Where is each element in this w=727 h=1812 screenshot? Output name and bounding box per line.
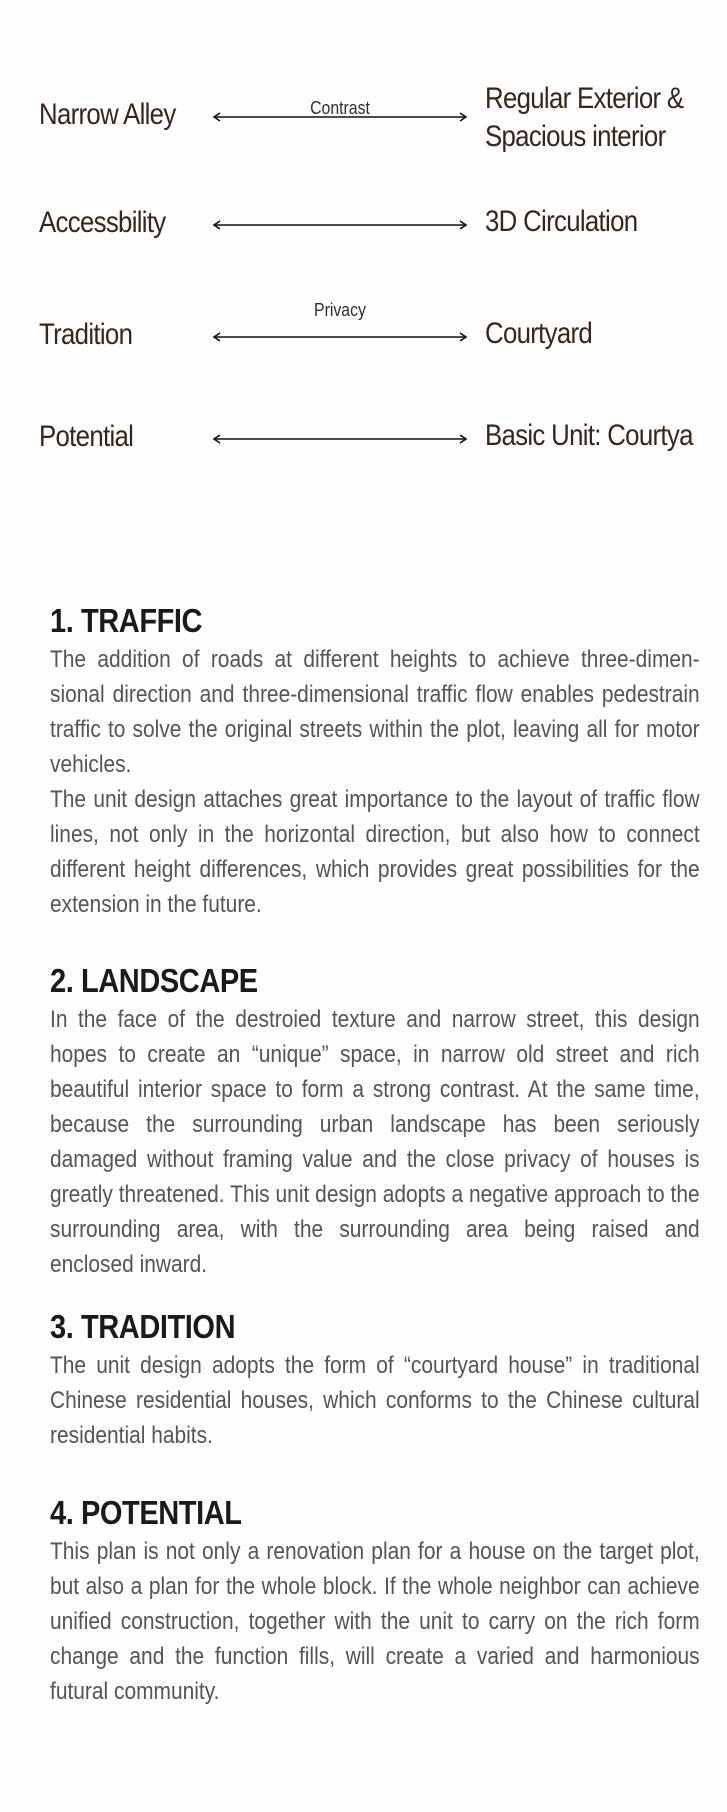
section-traffic	[50, 602, 700, 922]
mapping-right-line-1: 3D Circulation	[485, 205, 638, 238]
mapping-left-accessibility: Accessbility	[39, 206, 166, 239]
section-landscape	[50, 962, 700, 1282]
mapping-right-courtyard	[485, 315, 592, 353]
mapping-right-line-1: Basic Unit: Courtya	[485, 419, 693, 452]
mapping-row-privacy	[0, 300, 727, 378]
mapping-right-basic-unit	[485, 417, 693, 455]
section-paragraph: The addition of roads at different heights to achieve three-dimen-sional direction and three-dimensional traffic flow enables pedestrain traffic to solve the original streets within the plot, leaving all for motor vehicles.	[50, 646, 700, 778]
section-paragraph: The unit design attaches great importance to the layout of traffic flow lines, not only in the horizontal direction, but also how to connect different height differences, which provides great possibilities for the extension in the future.	[50, 786, 700, 918]
section-tradition	[50, 1308, 700, 1453]
section-potential	[50, 1494, 700, 1709]
mapping-left-tradition: Tradition	[39, 318, 133, 351]
section-paragraph: This plan is not only a renovation plan for a house on the target plot, but also a plan for the whole block. If the whole neighbor can achieve unified construction, together with the unit to carry on the rich form change and the function fills, will create a varied and harmonious futural community.	[50, 1538, 700, 1705]
mapping-left-potential: Potential	[39, 420, 134, 453]
double-arrow-icon	[211, 218, 469, 232]
section-paragraph: The unit design adopts the form of “courtyard house” in traditional Chinese residential houses, which conforms to the Chinese cultural residential habits.	[50, 1352, 700, 1449]
mapping-right-3d-circulation	[485, 203, 637, 241]
mapping-right-line-1: Regular Exterior &	[485, 82, 684, 115]
mapping-row-contrast	[0, 82, 727, 158]
double-arrow-icon	[211, 110, 469, 124]
mapping-right-line-1: Courtyard	[485, 317, 593, 350]
section-title: 4. POTENTIAL	[50, 1494, 242, 1531]
mapping-right-line-2: Spacious interior	[485, 120, 666, 153]
double-arrow-icon	[211, 330, 469, 344]
section-paragraph: In the face of the destroied texture and narrow street, this design hopes to create an “unique” space, in narrow old street and rich beautiful interior space to form a strong contrast. At the same time, because the surrounding urban landscape has been seriously damaged without framing value and the close privacy of houses is greatly threatened. This unit design adopts a negative approach to the surrounding area, with the surrounding area being raised and enclosed inward.	[50, 1006, 700, 1278]
double-arrow-icon	[211, 432, 469, 446]
mapping-row-potential	[0, 420, 727, 480]
mapping-left-narrow-alley: Narrow Alley	[39, 98, 176, 131]
section-title: 1. TRAFFIC	[50, 602, 203, 639]
section-title: 2. LANDSCAPE	[50, 962, 258, 999]
arrow-label-privacy: Privacy	[314, 300, 366, 320]
arrow-label-contrast: Contrast	[310, 98, 370, 118]
section-title: 3. TRADITION	[50, 1308, 236, 1345]
mapping-row-accessibility	[0, 206, 727, 266]
mapping-right-regular-exterior	[485, 80, 683, 156]
